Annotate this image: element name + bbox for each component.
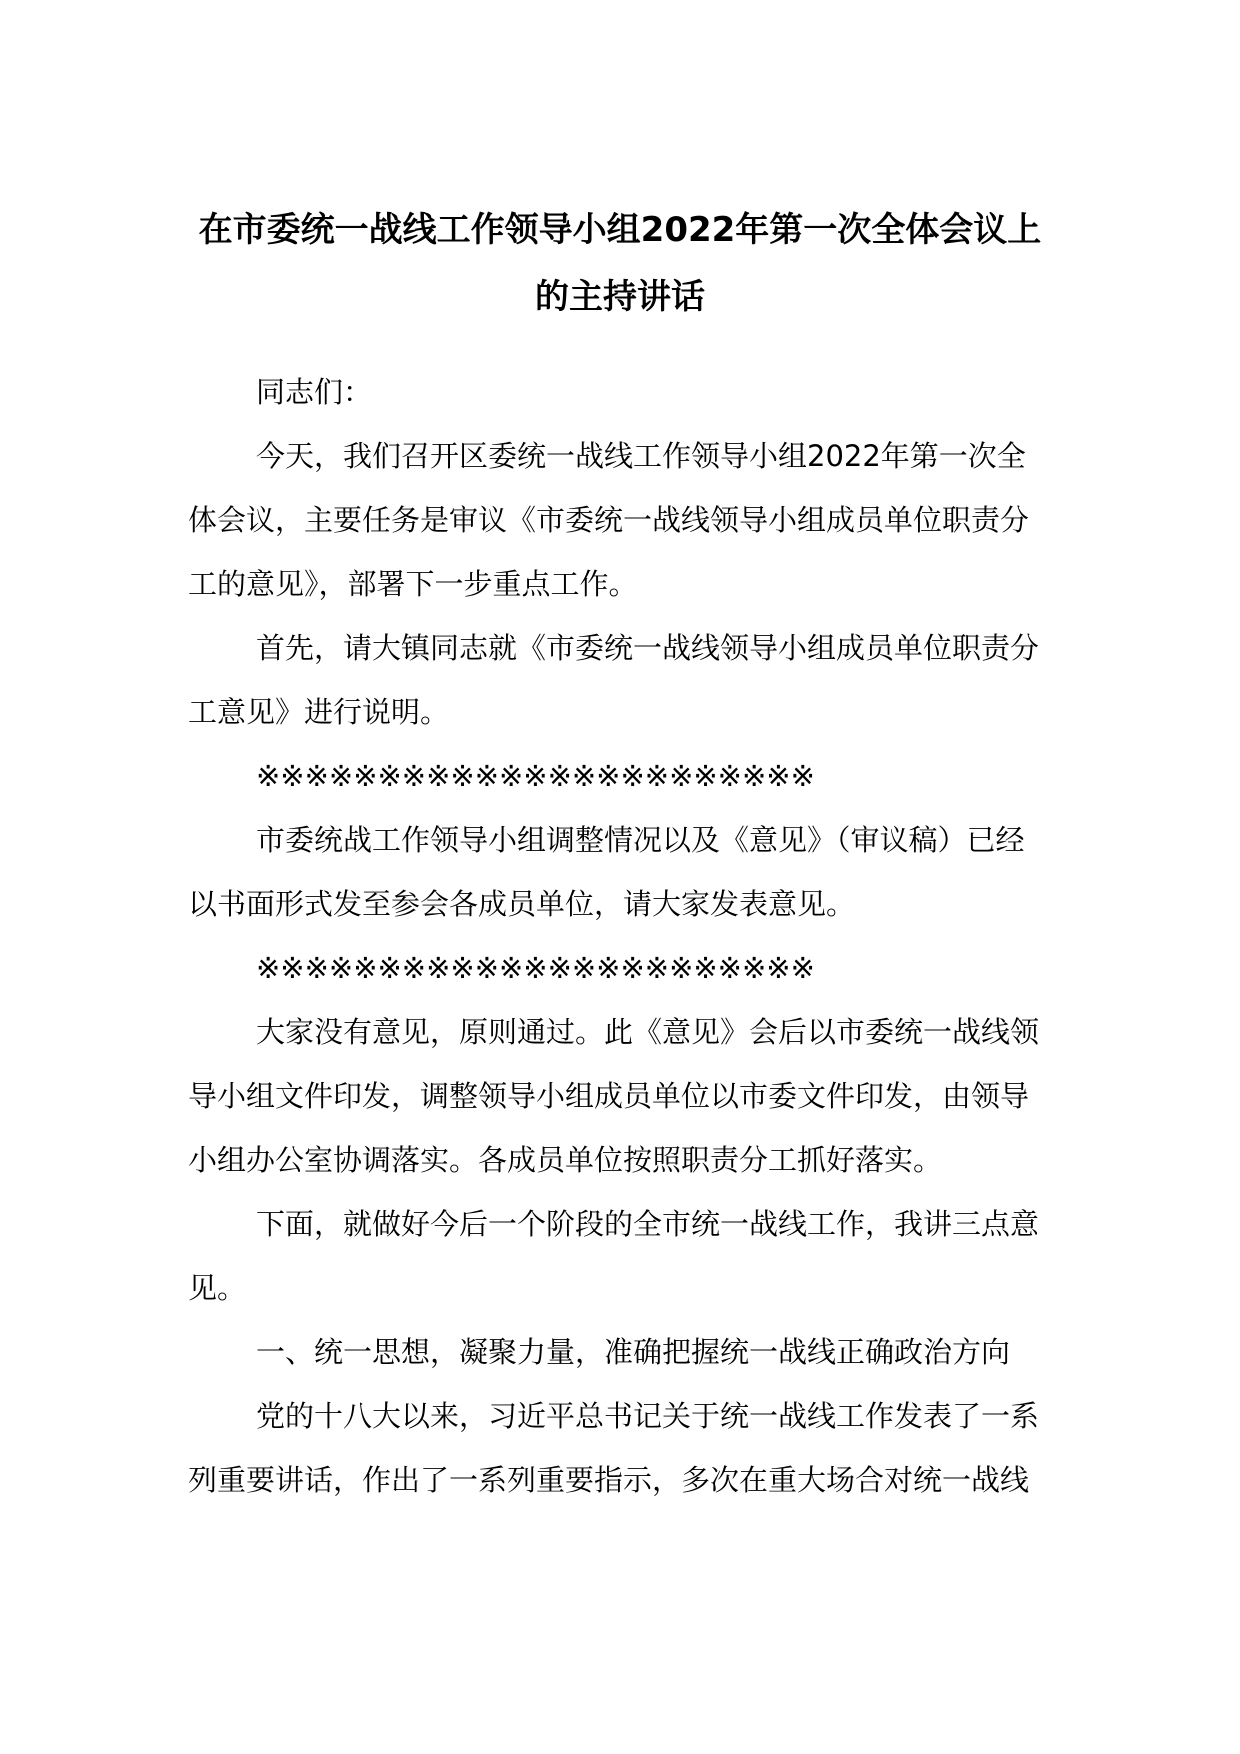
document-title-line-1: 在市委统一战线工作领导小组2022年第一次全体会议上 [198, 210, 1042, 250]
separator-line: ※※※※※※※※※※※※※※※※※※※※※※※ [256, 951, 815, 985]
paragraph-line: 市委统战工作领导小组调整情况以及《意见》（审议稿）已经 [256, 823, 1025, 857]
separator-line: ※※※※※※※※※※※※※※※※※※※※※※※ [256, 759, 815, 793]
paragraph-line: 小组办公室协调落实。各成员单位按照职责分工抓好落实。 [188, 1143, 943, 1177]
paragraph-line: 列重要讲话，作出了一系列重要指示，多次在重大场合对统一战线 [188, 1463, 1030, 1497]
paragraph-line: 工的意见》，部署下一步重点工作。 [188, 567, 638, 601]
salutation: 同志们： [256, 375, 373, 409]
paragraph-line: 工意见》进行说明。 [188, 695, 450, 729]
paragraph-line: 下面，就做好今后一个阶段的全市统一战线工作，我讲三点意 [256, 1207, 1040, 1241]
paragraph-line: 见。 [188, 1271, 247, 1305]
paragraph-line: 党的十八大以来，习近平总书记关于统一战线工作发表了一系 [256, 1399, 1040, 1433]
paragraph-line: 以书面形式发至参会各成员单位，请大家发表意见。 [188, 887, 856, 921]
paragraph-line: 体会议，主要任务是审议《市委统一战线领导小组成员单位职责分 [188, 503, 1030, 537]
section-heading: 一、统一思想，凝聚力量，准确把握统一战线正确政治方向 [256, 1335, 1011, 1369]
paragraph-line: 今天，我们召开区委统一战线工作领导小组2022年第一次全 [256, 439, 1026, 473]
paragraph-line: 大家没有意见，原则通过。此《意见》会后以市委统一战线领 [256, 1015, 1040, 1049]
document-title-line-2: 的主持讲话 [535, 277, 705, 317]
paragraph-line: 导小组文件印发，调整领导小组成员单位以市委文件印发，由领导 [188, 1079, 1030, 1113]
paragraph-line: 首先，请大镇同志就《市委统一战线领导小组成员单位职责分 [256, 631, 1040, 665]
